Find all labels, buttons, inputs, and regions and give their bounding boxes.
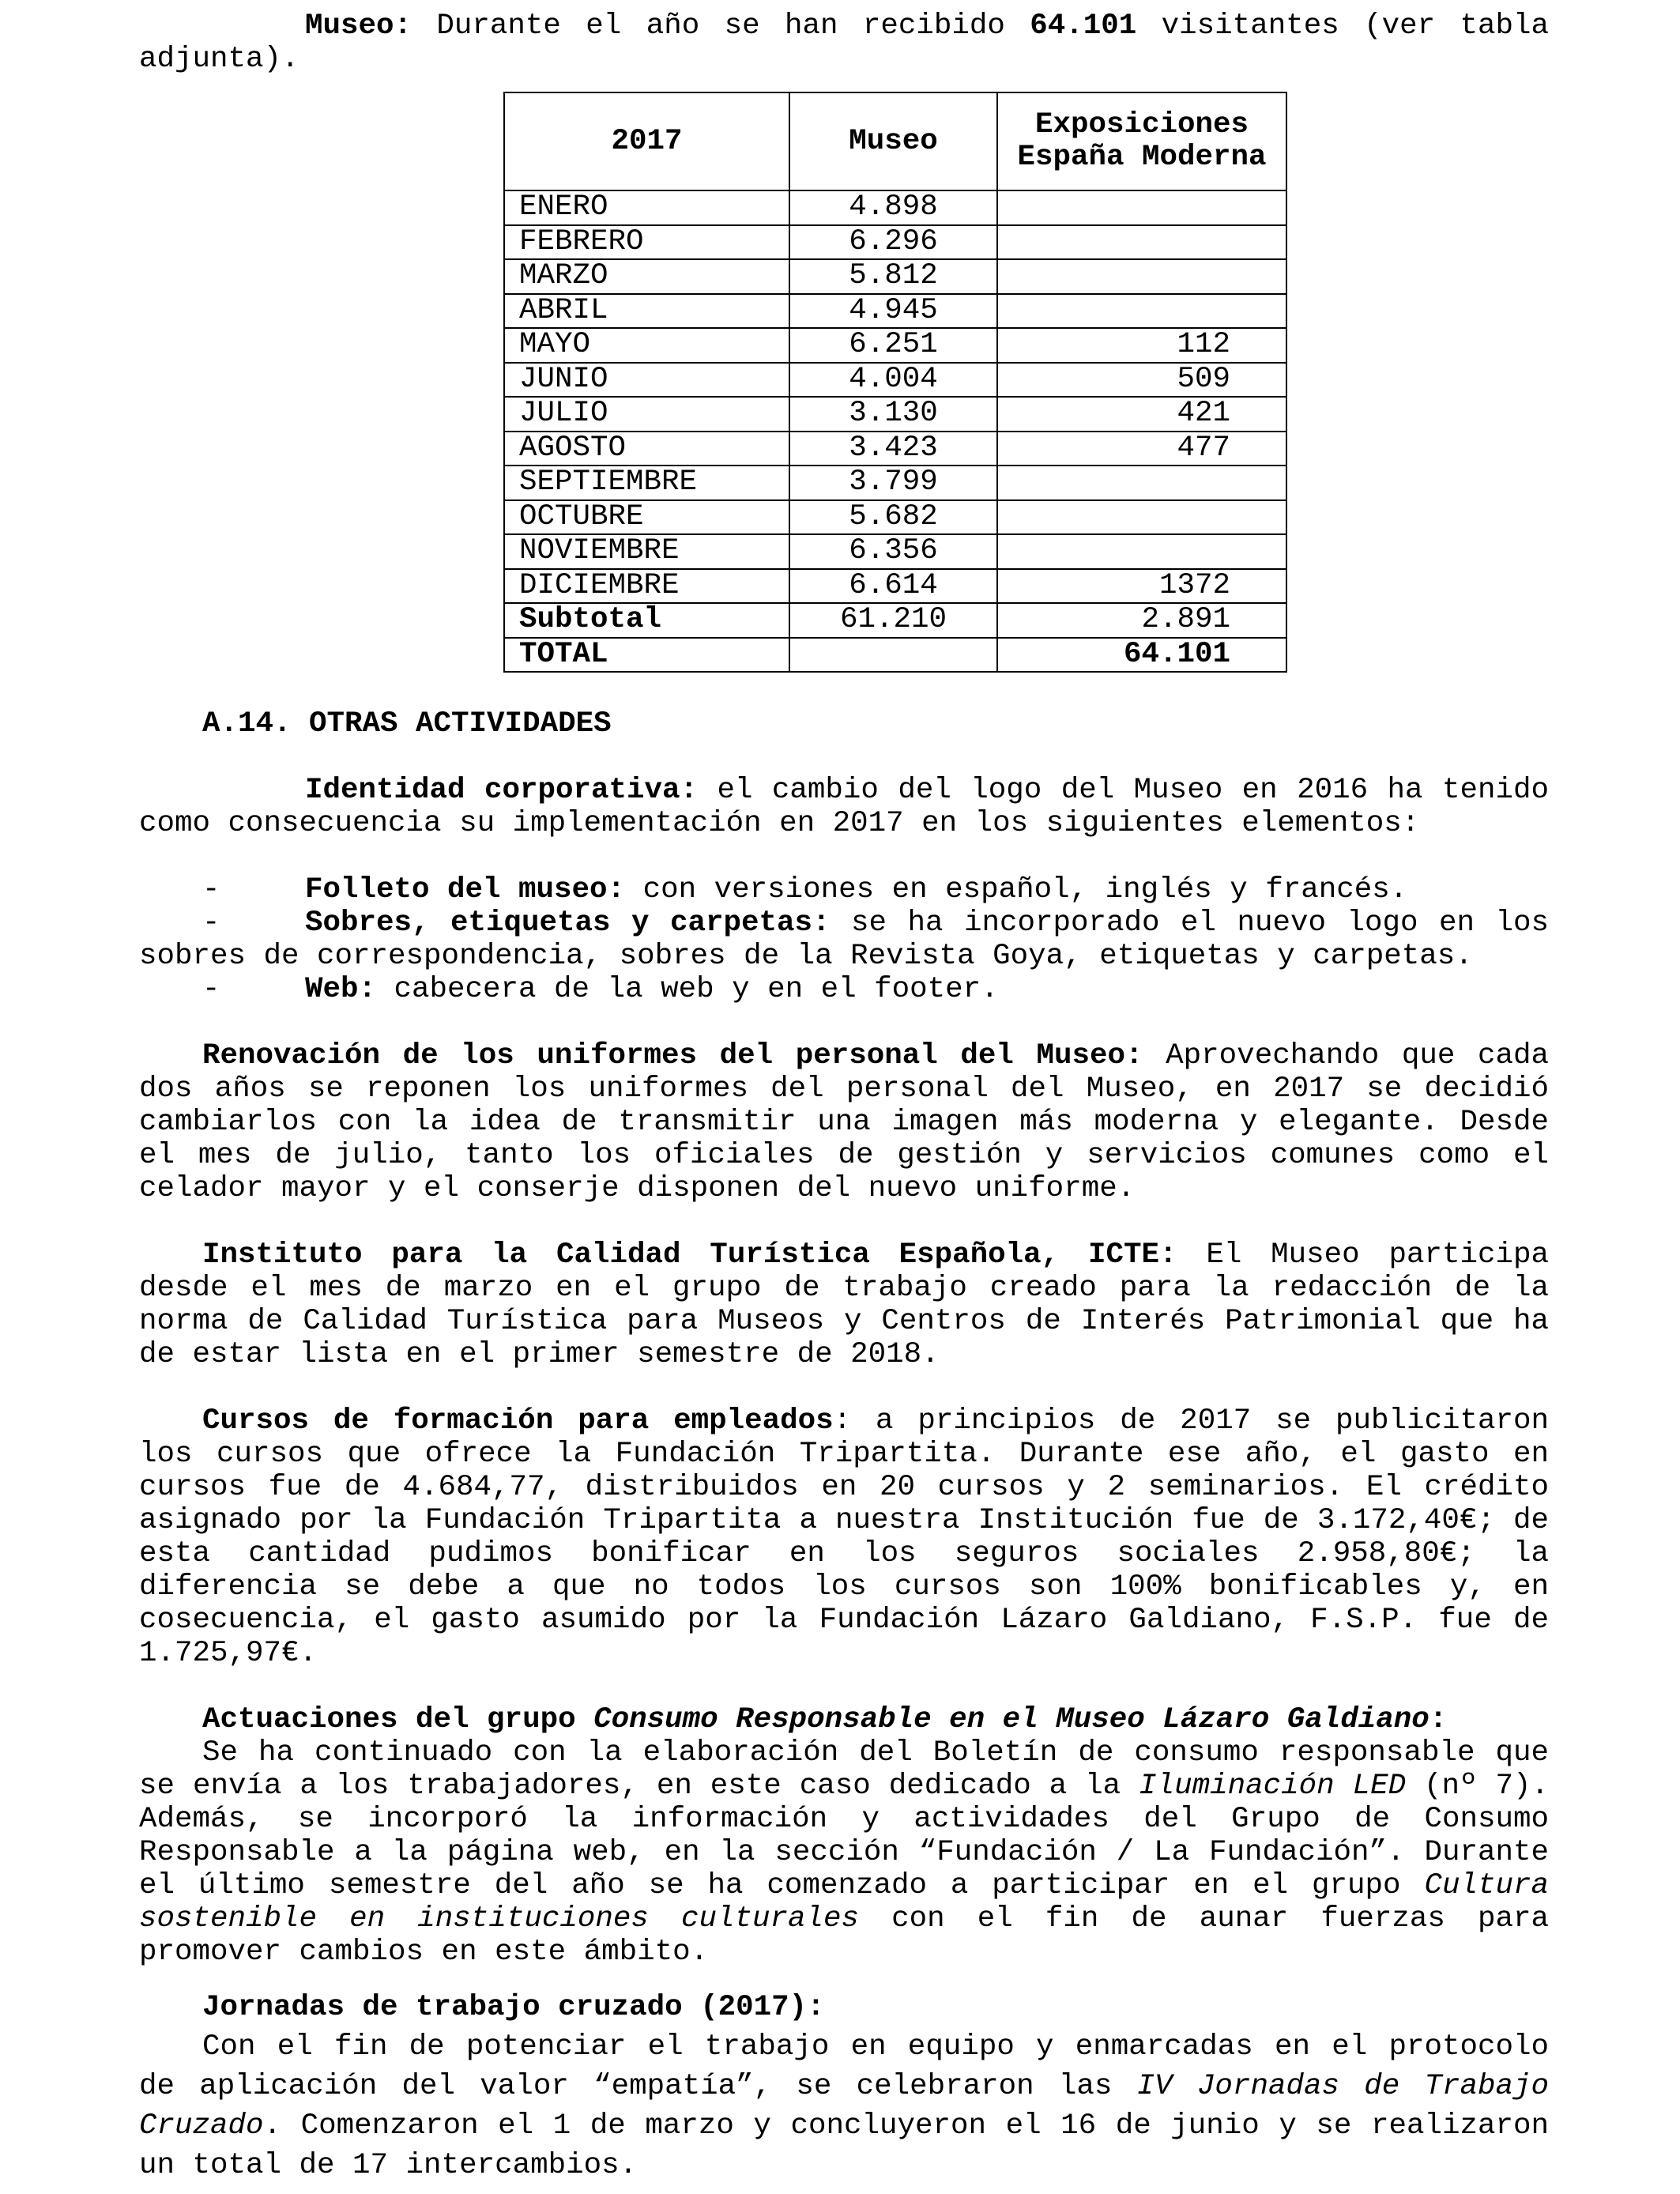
cell-museo: 5.682: [789, 500, 997, 535]
icte-label: Instituto para la Calidad Turística Española, ICTE:: [202, 1238, 1177, 1272]
intro-text-a: Durante el año se han recibido: [412, 9, 1030, 43]
table-row: [504, 294, 1286, 329]
cursos-paragraph: [139, 1404, 1549, 1670]
bullet-dash: -: [202, 873, 220, 907]
bullet-text: cabecera de la web y en el footer.: [376, 973, 999, 1006]
header-year: 2017: [504, 92, 789, 190]
cell-expo: [997, 190, 1286, 225]
cell-month: MARZO: [504, 259, 789, 294]
table-row: [504, 466, 1286, 500]
jornadas-heading: [139, 1991, 1549, 2024]
jornadas-paragraph: [139, 2027, 1549, 2185]
table-row: [504, 397, 1286, 432]
section-title: A.14. OTRAS ACTIVIDADES: [202, 707, 612, 741]
cell-month: ABRIL: [504, 294, 789, 329]
header-exposiciones: Exposiciones España Moderna: [997, 92, 1286, 190]
table-row: [504, 363, 1286, 398]
uniformes-label: Renovación de los uniformes del personal del Museo:: [202, 1039, 1143, 1072]
cell-month: DICIEMBRE: [504, 569, 789, 604]
identidad-text: el cambio del logo del Museo en 2016 ha tenido como consecuencia su implementación en 2017 en los siguientes elementos:: [139, 774, 1549, 840]
jornadas-italic: IV Jornadas de Trabajo Cruzado: [139, 2070, 1549, 2143]
cell-month: NOVIEMBRE: [504, 534, 789, 569]
intro-paragraph: [139, 9, 1549, 76]
cell-month: JUNIO: [504, 363, 789, 398]
bullet-text: con versiones en español, inglés y francés.: [625, 873, 1408, 907]
cell-month: MAYO: [504, 328, 789, 363]
table-row: [504, 328, 1286, 363]
uniformes-text: Aprovechando que cada dos años se reponen los uniformes del personal del Museo, en 2017 se decidió cambiarlos con la idea de transmitir una imagen más moderna y elegante. Desde el mes de julio, tanto los oficiales de gestión y servicios comunes como el celador mayor y el conserje disponen del nuevo uniforme.: [139, 1039, 1549, 1205]
table-row: [504, 259, 1286, 294]
bullet-dash: -: [202, 973, 220, 1006]
bullet-label: Folleto del museo:: [305, 873, 626, 907]
subtotal-expo: 2.891: [997, 603, 1286, 638]
cell-expo: [997, 534, 1286, 569]
bullet-item: [139, 873, 1549, 907]
table-row: [504, 500, 1286, 535]
total-row: [504, 638, 1286, 673]
consumo-text-a: Se ha continuado con la elaboración del Boletín de consumo responsable que se envía a los trabajadores, en este caso dedicado a la: [139, 1736, 1549, 1803]
total-museo: [789, 638, 997, 673]
cell-month: FEBRERO: [504, 225, 789, 260]
total-label: TOTAL: [504, 638, 789, 673]
identidad-label: Identidad corporativa:: [305, 774, 699, 807]
bullet-item: [139, 907, 1549, 973]
consumo-label-italic: Consumo Responsable en el Museo Lázaro Galdiano: [593, 1703, 1430, 1736]
cell-expo: 1372: [997, 569, 1286, 604]
cell-expo: 421: [997, 397, 1286, 432]
bullet-label: Web:: [305, 973, 377, 1006]
identidad-paragraph: [139, 774, 1549, 840]
cell-museo: 5.812: [789, 259, 997, 294]
jornadas-text-b: . Comenzaron el 1 de marzo y concluyeron el 16 de junio y se realizaron un total de 17 intercambios.: [139, 2109, 1549, 2182]
cell-expo: [997, 225, 1286, 260]
total-expo: 64.101: [997, 638, 1286, 673]
visitors-table: [503, 92, 1287, 673]
cell-expo: [997, 500, 1286, 535]
bullet-dash: -: [202, 907, 220, 940]
cell-museo: 6.251: [789, 328, 997, 363]
consumo-heading: [139, 1703, 1549, 1736]
cell-expo: [997, 294, 1286, 329]
cell-museo: 6.614: [789, 569, 997, 604]
document-page: [139, 9, 1549, 2185]
cell-museo: 3.423: [789, 432, 997, 466]
subtotal-label: Subtotal: [504, 603, 789, 638]
cell-museo: 6.296: [789, 225, 997, 260]
table-row: [504, 190, 1286, 225]
consumo-text-c: con el fin de aunar fuerzas para promover cambios en este ámbito.: [139, 1902, 1550, 1969]
cell-month: AGOSTO: [504, 432, 789, 466]
cursos-label: Cursos de formación para empleados: [202, 1404, 834, 1438]
consumo-text-b: (nº 7). Además, se incorporó la información y actividades del Grupo de Consumo Responsable a la página web, en la sección “Fundación / La Fundación”. Durante el último semestre del año se ha comenzado a participar en el grupo: [139, 1770, 1549, 1902]
jornadas-text-a: Con el fin de potenciar el trabajo en equipo y enmarcadas en el protocolo de aplicación del valor “empatía”, se celebraron las: [139, 2030, 1549, 2103]
intro-label: Museo:: [305, 9, 412, 43]
cell-museo: 4.945: [789, 294, 997, 329]
icte-text: El Museo participa desde el mes de marzo en el grupo de trabajo creado para la redacción de la norma de Calidad Turística para Museos y Centros de Interés Patrimonial que ha de estar lista en el primer semestre de 2018.: [139, 1238, 1549, 1371]
cell-museo: 3.130: [789, 397, 997, 432]
consumo-label-b: :: [1429, 1703, 1448, 1736]
table-row: [504, 534, 1286, 569]
cell-museo: 3.799: [789, 466, 997, 500]
consumo-italic-1: Iluminación LED: [1139, 1770, 1407, 1803]
consumo-italic-2: Cultura sostenible en instituciones culturales: [139, 1869, 1549, 1936]
cell-month: SEPTIEMBRE: [504, 466, 789, 500]
cell-museo: 4.004: [789, 363, 997, 398]
cell-expo: [997, 259, 1286, 294]
consumo-label-a: Actuaciones del grupo: [202, 1703, 594, 1736]
table-row: [504, 569, 1286, 604]
subtotal-row: [504, 603, 1286, 638]
consumo-paragraph: [139, 1736, 1549, 1969]
uniformes-paragraph: [139, 1039, 1549, 1205]
cell-expo: 509: [997, 363, 1286, 398]
bullet-item: [139, 973, 1549, 1006]
table-header-row: [504, 92, 1286, 190]
cell-museo: 6.356: [789, 534, 997, 569]
cell-expo: 477: [997, 432, 1286, 466]
header-museo: Museo: [789, 92, 997, 190]
cell-museo: 4.898: [789, 190, 997, 225]
cell-month: ENERO: [504, 190, 789, 225]
cell-month: JULIO: [504, 397, 789, 432]
cursos-text: : a principios de 2017 se publicitaron los cursos que ofrece la Fundación Tripartita. Durante ese año, el gasto en cursos fue de 4.684,77, distribuidos en 20 cursos y 2 seminarios. El crédito asignado por la Fundación Tripartita a nuestra Institución fue de 3.172,40€; de esta cantidad pudimos bonificar en los seguros sociales 2.958,80€; la diferencia se debe a que no todos los cursos son 100% bonificables y, en cosecuencia, el gasto asumido por la Fundación Lázaro Galdiano, F.S.P. fue de 1.725,97€.: [139, 1404, 1550, 1670]
icte-paragraph: [139, 1238, 1549, 1371]
intro-text-b: visitantes (ver tabla adjunta).: [139, 9, 1549, 76]
cell-month: OCTUBRE: [504, 500, 789, 535]
intro-number: 64.101: [1030, 9, 1137, 43]
table-row: [504, 225, 1286, 260]
cell-expo: [997, 466, 1286, 500]
table-row: [504, 432, 1286, 466]
bullet-text: se ha incorporado el nuevo logo en los sobres de correspondencia, sobres de la Revista Goya, etiquetas y carpetas.: [139, 907, 1549, 973]
visitors-table-wrapper: [503, 92, 1549, 673]
bullet-label: Sobres, etiquetas y carpetas:: [305, 907, 831, 940]
subtotal-museo: 61.210: [789, 603, 997, 638]
jornadas-label: Jornadas de trabajo cruzado (2017):: [202, 1991, 825, 2024]
cell-expo: 112: [997, 328, 1286, 363]
